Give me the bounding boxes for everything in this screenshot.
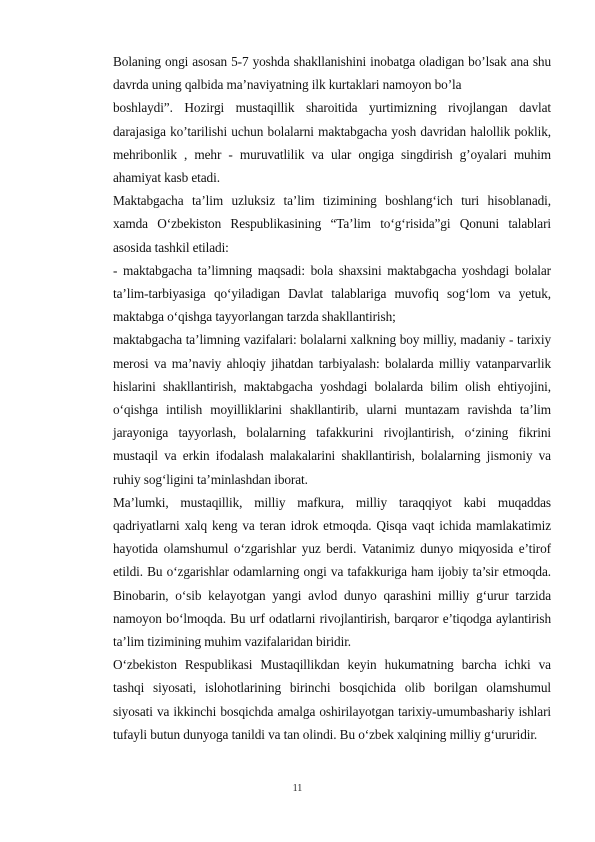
- page-number: 11: [292, 783, 303, 794]
- paragraph-1: Bolaning ongi asosan 5-7 yoshda shakllanishini inobatga oladigan bo’lsak ana shu davrda uning qalbida ma’naviyatning ilk kurtaklari namoyon bo’la: [113, 54, 551, 93]
- paragraph-5: maktabgacha ta’limning vazifalari: bolalarni xalkning boy milliy, madaniy - tarixiy merosi va ma’naviy ahloqiy jihatdan tarbiyalash: bolalarda milliy vatanparvarlik hislarini shakllantirish, maktabgacha yoshdagi bolalarda bilim olish ehtiyojini, o‘qishga intilish moyilliklarini shakllantirib, ularni muntazam ravishda ta’lim jarayoniga tayyorlash, bolalarning tafakkurini rivojlantirish, o‘zining fikrini mustaqil va erkin ifodalash malakalarini shakllantirish, bolalarning jismoniy va ruhiy sog‘ligini ta’minlashdan iborat.: [113, 332, 551, 487]
- paragraph-2: boshlaydi”. Hozirgi mustaqillik sharoitida yurtimizning rivojlangan davlat darajasiga ko’tarilishi uchun bolalarni maktabgacha yosh davridan halollik poklik, mehribonlik , mehr - muruvatlilik va ular ongiga singdirish g’oyalari muhim ahamiyat kasb etadi.: [113, 100, 551, 186]
- paragraph-6: Ma’lumki, mustaqillik, milliy mafkura, milliy taraqqiyot kabi muqaddas qadriyatlarni xalq keng va teran idrok etmoqda. Qisqa vaqt ichida mamlakatimiz hayotida olamshumul o‘zgarishlar yuz berdi. Vatanimiz dunyo miqyosida e’tirof etildi. Bu o‘zgarishlar odamlarning ongi va tafakkuriga ham ijobiy ta’sir etmoqda. Binobarin, o‘sib kelayotgan yangi avlod dunyo qarashini milliy g‘urur tarzida namoyon bo‘lmoqda. Bu urf odatlarni rivojlantirish, barqaror e’tiqodga aylantirish ta’lim tizimining muhim vazifalaridan biridir.: [113, 494, 551, 650]
- paragraph-7: O‘zbekiston Respublikasi Mustaqillikdan keyin hukumatning barcha ichki va tashqi siyosati, islohotlarining birinchi bosqichida olib borilgan olamshumul siyosati va ikkinchi bosqichda amalga oshirilayotgan tarixiy-umumbashariy ishlari tufayli butun dunyoga tanildi va tan olindi. Bu o‘zbek xalqining milliy g‘ururidir.: [113, 657, 551, 742]
- body-text: [113, 50, 551, 746]
- paragraph-3: Maktabgacha ta’lim uzluksiz ta’lim tizimining boshlang‘ich turi hisoblanadi, xamda O‘zbekiston Respublikasining “Ta’lim to‘g‘risida”gi Qonuni talablari asosida tashkil etiladi:: [113, 193, 551, 255]
- paragraph-4: - maktabgacha ta’limning maqsadi: bola shaxsini maktabgacha yoshdagi bolalar ta’lim-tarbiyasiga qo‘yiladigan Davlat talablariga muvofiq sog‘lom va yetuk, maktabga o‘qishga tayyorlangan tarzda shakllantirish;: [113, 262, 551, 325]
